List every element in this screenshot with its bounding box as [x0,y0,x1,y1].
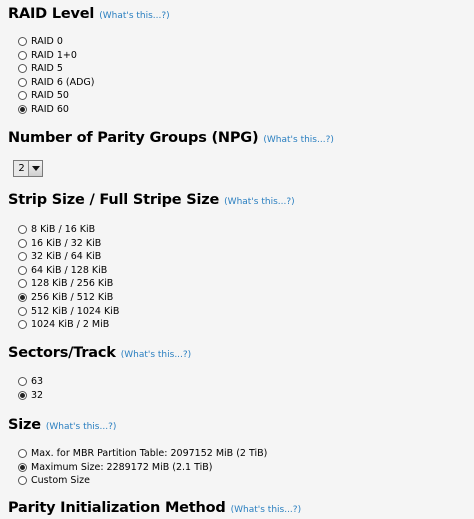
raid-level-option[interactable] [18,35,63,48]
radio-button-icon[interactable] [18,463,27,472]
radio-button-icon[interactable] [18,239,27,248]
strip-size-help-link[interactable]: (What's this...?) [224,197,295,207]
raid-level-help-link[interactable]: (What's this...?) [99,11,170,21]
sectors-track-help-link[interactable]: (What's this...?) [120,350,192,360]
radio-button-icon[interactable] [18,51,27,60]
strip-size-option[interactable] [18,237,101,250]
radio-button-icon[interactable] [18,320,27,329]
strip-size-option[interactable] [18,264,107,277]
parity-groups-value: 2 [18,163,25,174]
raid-level-option[interactable] [18,103,69,116]
raid-level-option[interactable] [18,62,63,75]
parity-groups-select[interactable] [13,160,43,177]
radio-label: RAID 5 [31,63,63,75]
strip-size-option[interactable] [18,291,113,304]
radio-label: 512 KiB / 1024 KiB [31,305,120,317]
strip-size-option[interactable] [18,305,119,318]
radio-button-icon[interactable] [18,91,27,100]
parity-groups-help-link[interactable]: (What's this...?) [263,135,334,145]
radio-button-icon[interactable] [18,252,27,261]
radio-label: 256 KiB / 512 KiB [31,292,114,303]
radio-label: 128 KiB / 256 KiB [31,278,114,290]
strip-size-option[interactable] [18,250,101,263]
radio-label: RAID 6 (ADG) [31,76,95,88]
size-option[interactable] [18,447,267,460]
radio-label: 32 KiB / 64 KiB [31,251,102,263]
radio-button-icon[interactable] [18,377,27,386]
strip-size-option[interactable] [18,318,109,331]
strip-size-option[interactable] [18,277,113,290]
raid-level-title: RAID Level (What's this...?) [8,6,170,22]
radio-button-icon[interactable] [18,476,27,485]
radio-label: 8 KiB / 16 KiB [31,224,96,235]
radio-button-icon[interactable] [18,449,27,458]
radio-button-icon[interactable] [18,37,27,46]
radio-label: RAID 0 [31,36,63,47]
strip-size-title: Strip Size / Full Stripe Size (What's this...?) [8,192,295,208]
radio-button-icon[interactable] [18,64,27,73]
radio-label: Max. for MBR Partition Table: 2097152 MiB (2 TiB) [31,448,268,459]
parity-init-help-link[interactable]: (What's this...?) [230,505,302,515]
radio-button-icon[interactable] [18,391,27,400]
parity-groups-title: Number of Parity Groups (NPG) (What's this...?) [8,130,334,146]
radio-button-icon[interactable] [18,307,27,316]
radio-label: RAID 1+0 [31,49,77,61]
raid-level-option[interactable] [18,49,77,62]
radio-label: 16 KiB / 32 KiB [31,237,102,249]
radio-button-icon[interactable] [18,225,27,234]
dropdown-arrow-icon[interactable] [28,161,42,176]
sectors-track-option[interactable] [18,375,43,388]
radio-button-icon[interactable] [18,279,27,288]
radio-button-icon[interactable] [18,293,27,302]
radio-label: 64 KiB / 128 KiB [31,264,108,276]
radio-label: RAID 60 [31,104,69,115]
radio-label: Custom Size [31,475,90,487]
radio-label: Maximum Size: 2289172 MiB (2.1 TiB) [31,461,213,473]
radio-label: 63 [31,376,44,387]
size-title: Size (What's this...?) [8,417,117,433]
size-help-link[interactable]: (What's this...?) [45,422,117,432]
radio-label: RAID 50 [31,90,69,102]
sectors-track-title: Sectors/Track (What's this...?) [8,345,192,361]
radio-label: 32 [31,389,44,401]
size-option[interactable] [18,461,212,474]
raid-level-option[interactable] [18,76,95,89]
parity-init-title: Parity Initialization Method (What's this...?) [8,500,302,516]
radio-label: 1024 KiB / 2 MiB [31,319,110,331]
radio-button-icon[interactable] [18,266,27,275]
radio-button-icon[interactable] [18,78,27,87]
sectors-track-option[interactable] [18,389,43,402]
size-option[interactable] [18,474,90,487]
radio-button-icon[interactable] [18,105,27,114]
raid-level-option[interactable] [18,89,69,102]
strip-size-option[interactable] [18,223,95,236]
